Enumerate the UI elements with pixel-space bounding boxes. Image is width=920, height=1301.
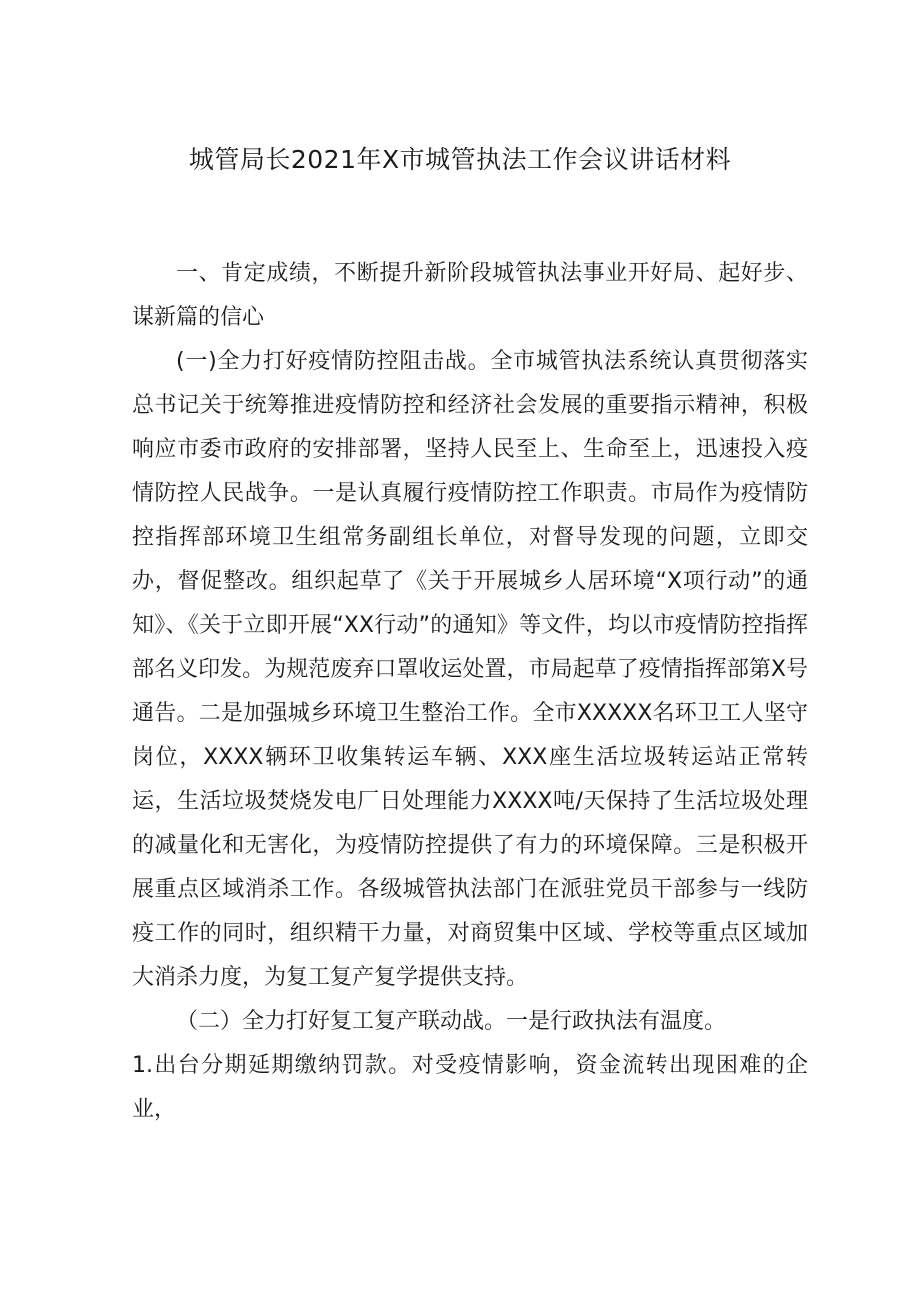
document-title: 城管局长2021年X市城管执法工作会议讲话材料 <box>188 145 732 174</box>
paragraph-fine-installments: 1.出台分期延期缴纳罚款。对受疫情影响，资金流转出现困难的企业， <box>132 1053 808 1122</box>
document-body <box>132 252 808 1132</box>
paragraph-resume-work: （二）全力打好复工复产联动战。一是行政执法有温度。 <box>176 1009 727 1034</box>
paragraph-epidemic-prevention: (一)全力打好疫情防控阻击战。全市城管执法系统认真贯彻落实总书记关于统筹推进疫情防控和经济社会发展的重要指示精神，积极响应市委市政府的安排部署，坚持人民至上、生命至上，迅速投入疫情防控人民战争。一是认真履行疫情防控工作职责。市局作为疫情防控指挥部环境卫生组常务副组长单位，对督导发现的问题，立即交办，督促整改。组织起草了《关于开展城乡人居环境“X项行动”的通知》、《关于立即开展“XX行动”的通知》等文件，均以市疫情防控指挥部名义印发。为规范废弃口罩收运处置，市局起草了疫情指挥部第X号通告。二是加强城乡环境卫生整治工作。全市XXXXX名环卫工人坚守岗位，XXXX辆环卫收集转运车辆、XXX座生活垃圾转运站正常转运，生活垃圾焚烧发电厂日处理能力XXXX吨/天保持了生活垃圾处理的减量化和无害化，为疫情防控提供了有力的环境保障。三是积极开展重点区域消杀工作。各级城管执法部门在派驻党员干部参与一线防疫工作的同时，组织精干力量，对商贸集中区域、学校等重点区域加大消杀力度，为复工复产复学提供支持。 <box>132 349 808 990</box>
section-heading-1: 一、肯定成绩，不断提升新阶段城管执法事业开好局、起好步、谋新篇的信心 <box>132 261 808 330</box>
